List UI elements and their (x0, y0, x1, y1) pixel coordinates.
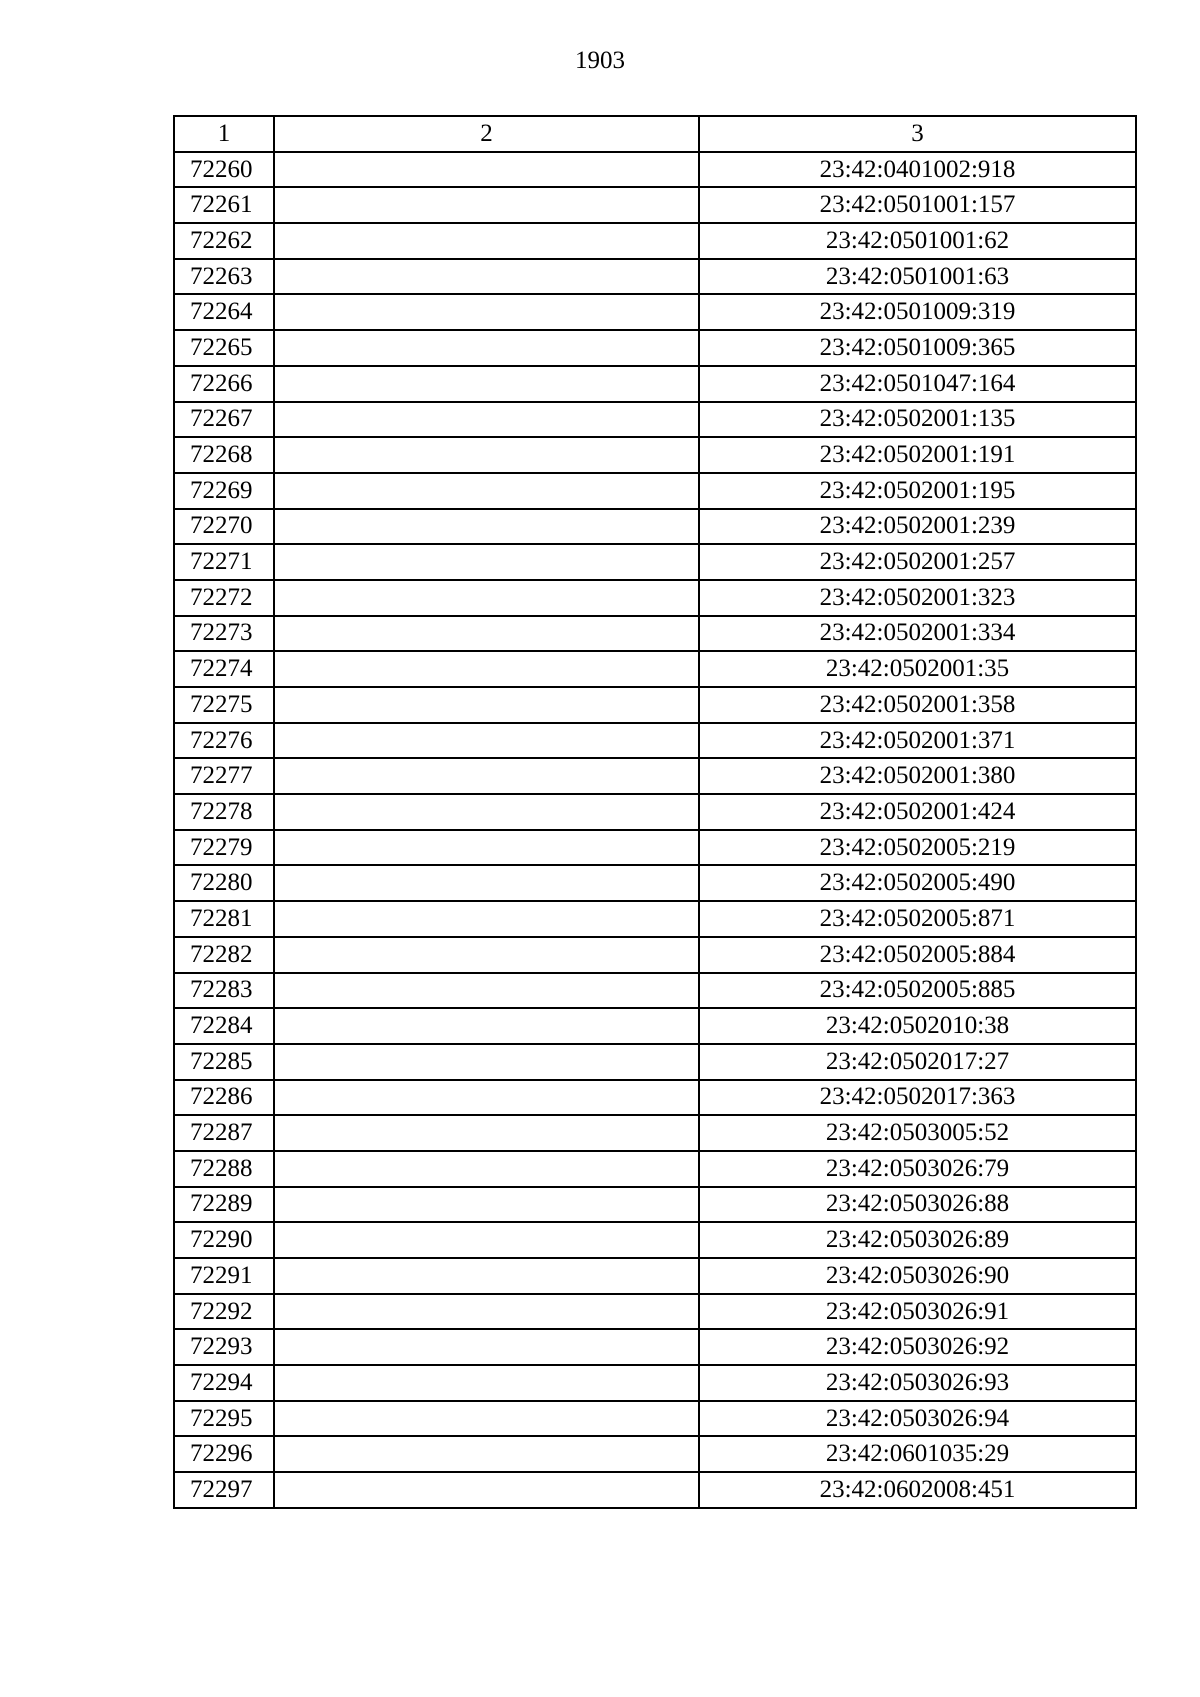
row-description-cell (274, 402, 699, 438)
row-number-cell: 72277 (174, 758, 274, 794)
table-row (174, 1401, 1136, 1437)
table-row (174, 330, 1136, 366)
table-row (174, 1294, 1136, 1330)
cadastral-number-cell: 23:42:0502001:358 (699, 687, 1136, 723)
row-description-cell (274, 152, 699, 188)
cadastral-number-cell: 23:42:0502001:323 (699, 580, 1136, 616)
row-number-cell: 72284 (174, 1008, 274, 1044)
table-row (174, 616, 1136, 652)
cadastral-number-cell: 23:42:0503026:89 (699, 1222, 1136, 1258)
row-description-cell (274, 1294, 699, 1330)
cadastral-number-cell: 23:42:0502005:490 (699, 865, 1136, 901)
row-number-cell: 72285 (174, 1044, 274, 1080)
row-description-cell (274, 366, 699, 402)
table-row (174, 1187, 1136, 1223)
table-row (174, 402, 1136, 438)
row-number-cell: 72295 (174, 1401, 274, 1437)
cadastral-number-cell: 23:42:0503026:93 (699, 1365, 1136, 1401)
row-description-cell (274, 1436, 699, 1472)
row-number-cell: 72261 (174, 187, 274, 223)
row-description-cell (274, 937, 699, 973)
table-row (174, 152, 1136, 188)
register-table (173, 115, 1137, 1509)
row-number-cell: 72283 (174, 973, 274, 1009)
table-row (174, 294, 1136, 330)
cadastral-number-cell: 23:42:0502001:191 (699, 437, 1136, 473)
table-row (174, 937, 1136, 973)
row-number-cell: 72270 (174, 509, 274, 545)
cadastral-number-cell: 23:42:0502001:195 (699, 473, 1136, 509)
cadastral-number-cell: 23:42:0501009:365 (699, 330, 1136, 366)
table-row (174, 758, 1136, 794)
table-row (174, 973, 1136, 1009)
row-number-cell: 72266 (174, 366, 274, 402)
table-row (174, 1115, 1136, 1151)
table-row (174, 366, 1136, 402)
row-description-cell (274, 223, 699, 259)
table-row (174, 830, 1136, 866)
table-row (174, 473, 1136, 509)
table-row (174, 865, 1136, 901)
row-number-cell: 72297 (174, 1472, 274, 1508)
row-number-cell: 72292 (174, 1294, 274, 1330)
row-number-cell: 72260 (174, 152, 274, 188)
table-row (174, 1436, 1136, 1472)
row-number-cell: 72268 (174, 437, 274, 473)
row-number-cell: 72280 (174, 865, 274, 901)
column-header-1: 1 (174, 116, 274, 152)
cadastral-number-cell: 23:42:0503026:79 (699, 1151, 1136, 1187)
table-row (174, 1008, 1136, 1044)
cadastral-number-cell: 23:42:0502001:371 (699, 723, 1136, 759)
cadastral-number-cell: 23:42:0503005:52 (699, 1115, 1136, 1151)
table-row (174, 687, 1136, 723)
table-row (174, 509, 1136, 545)
row-description-cell (274, 973, 699, 1009)
row-number-cell: 72275 (174, 687, 274, 723)
row-description-cell (274, 580, 699, 616)
cadastral-number-cell: 23:42:0502001:135 (699, 402, 1136, 438)
table-row (174, 901, 1136, 937)
cadastral-number-cell: 23:42:0502001:257 (699, 544, 1136, 580)
row-description-cell (274, 1401, 699, 1437)
row-description-cell (274, 437, 699, 473)
row-number-cell: 72271 (174, 544, 274, 580)
table-row (174, 580, 1136, 616)
cadastral-number-cell: 23:42:0503026:94 (699, 1401, 1136, 1437)
cadastral-number-cell: 23:42:0502005:871 (699, 901, 1136, 937)
cadastral-number-cell: 23:42:0502005:884 (699, 937, 1136, 973)
row-number-cell: 72267 (174, 402, 274, 438)
table-row (174, 1329, 1136, 1365)
row-number-cell: 72279 (174, 830, 274, 866)
row-description-cell (274, 830, 699, 866)
row-description-cell (274, 1365, 699, 1401)
row-description-cell (274, 1115, 699, 1151)
row-description-cell (274, 509, 699, 545)
table-row (174, 544, 1136, 580)
row-description-cell (274, 723, 699, 759)
row-number-cell: 72276 (174, 723, 274, 759)
cadastral-number-cell: 23:42:0503026:91 (699, 1294, 1136, 1330)
table-row (174, 794, 1136, 830)
row-description-cell (274, 1151, 699, 1187)
row-description-cell (274, 616, 699, 652)
table-row (174, 223, 1136, 259)
table-row (174, 1365, 1136, 1401)
table-row (174, 259, 1136, 295)
cadastral-number-cell: 23:42:0501001:63 (699, 259, 1136, 295)
table-row (174, 651, 1136, 687)
cadastral-number-cell: 23:42:0401002:918 (699, 152, 1136, 188)
row-description-cell (274, 1472, 699, 1508)
cadastral-number-cell: 23:42:0502001:35 (699, 651, 1136, 687)
cadastral-number-cell: 23:42:0503026:88 (699, 1187, 1136, 1223)
row-number-cell: 72278 (174, 794, 274, 830)
row-number-cell: 72291 (174, 1258, 274, 1294)
cadastral-number-cell: 23:42:0501047:164 (699, 366, 1136, 402)
row-description-cell (274, 865, 699, 901)
row-description-cell (274, 259, 699, 295)
row-description-cell (274, 1222, 699, 1258)
cadastral-number-cell: 23:42:0502001:380 (699, 758, 1136, 794)
cadastral-number-cell: 23:42:0503026:90 (699, 1258, 1136, 1294)
row-number-cell: 72264 (174, 294, 274, 330)
row-number-cell: 72265 (174, 330, 274, 366)
cadastral-number-cell: 23:42:0502017:27 (699, 1044, 1136, 1080)
column-header-2: 2 (274, 116, 699, 152)
table-row (174, 1080, 1136, 1116)
row-number-cell: 72289 (174, 1187, 274, 1223)
table-body (174, 116, 1136, 1508)
row-number-cell: 72269 (174, 473, 274, 509)
cadastral-number-cell: 23:42:0502001:334 (699, 616, 1136, 652)
table-row (174, 1472, 1136, 1508)
cadastral-number-cell: 23:42:0502010:38 (699, 1008, 1136, 1044)
row-number-cell: 72290 (174, 1222, 274, 1258)
row-number-cell: 72288 (174, 1151, 274, 1187)
row-description-cell (274, 1329, 699, 1365)
row-description-cell (274, 473, 699, 509)
cadastral-number-cell: 23:42:0503026:92 (699, 1329, 1136, 1365)
table-row (174, 1044, 1136, 1080)
table-header-row (174, 116, 1136, 152)
cadastral-number-cell: 23:42:0501001:157 (699, 187, 1136, 223)
row-number-cell: 72287 (174, 1115, 274, 1151)
cadastral-number-cell: 23:42:0501001:62 (699, 223, 1136, 259)
row-description-cell (274, 187, 699, 223)
cadastral-number-cell: 23:42:0601035:29 (699, 1436, 1136, 1472)
cadastral-number-cell: 23:42:0502001:239 (699, 509, 1136, 545)
row-description-cell (274, 544, 699, 580)
page-number: 1903 (575, 47, 625, 74)
row-number-cell: 72293 (174, 1329, 274, 1365)
row-description-cell (274, 1187, 699, 1223)
cadastral-number-cell: 23:42:0502001:424 (699, 794, 1136, 830)
row-description-cell (274, 758, 699, 794)
table-row (174, 1258, 1136, 1294)
row-description-cell (274, 651, 699, 687)
row-description-cell (274, 687, 699, 723)
row-description-cell (274, 901, 699, 937)
row-number-cell: 72263 (174, 259, 274, 295)
table-row (174, 1151, 1136, 1187)
row-number-cell: 72294 (174, 1365, 274, 1401)
row-number-cell: 72274 (174, 651, 274, 687)
row-description-cell (274, 1008, 699, 1044)
row-number-cell: 72272 (174, 580, 274, 616)
row-description-cell (274, 330, 699, 366)
row-number-cell: 72282 (174, 937, 274, 973)
row-number-cell: 72281 (174, 901, 274, 937)
row-description-cell (274, 1080, 699, 1116)
row-number-cell: 72273 (174, 616, 274, 652)
cadastral-number-cell: 23:42:0502017:363 (699, 1080, 1136, 1116)
table-row (174, 723, 1136, 759)
table-row (174, 187, 1136, 223)
row-description-cell (274, 294, 699, 330)
cadastral-number-cell: 23:42:0502005:219 (699, 830, 1136, 866)
table-row (174, 437, 1136, 473)
cadastral-number-cell: 23:42:0501009:319 (699, 294, 1136, 330)
column-header-3: 3 (699, 116, 1136, 152)
cadastral-number-cell: 23:42:0602008:451 (699, 1472, 1136, 1508)
row-number-cell: 72296 (174, 1436, 274, 1472)
row-description-cell (274, 794, 699, 830)
cadastral-number-cell: 23:42:0502005:885 (699, 973, 1136, 1009)
row-description-cell (274, 1044, 699, 1080)
table-row (174, 1222, 1136, 1258)
row-number-cell: 72262 (174, 223, 274, 259)
row-description-cell (274, 1258, 699, 1294)
row-number-cell: 72286 (174, 1080, 274, 1116)
